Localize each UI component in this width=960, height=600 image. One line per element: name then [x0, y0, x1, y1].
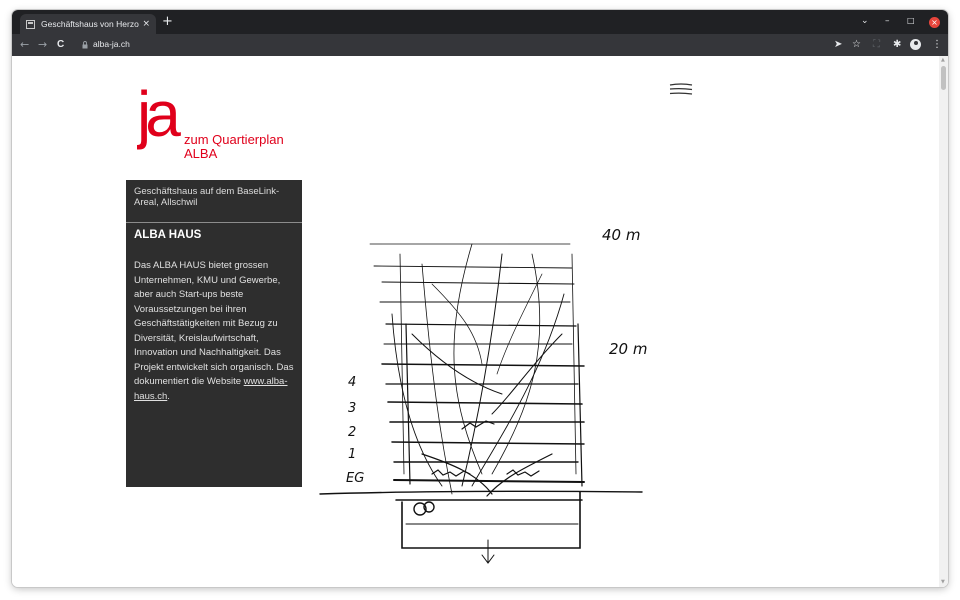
sketch-label-20m: 20 m [609, 340, 648, 358]
maximize-button[interactable]: □ [907, 16, 915, 25]
page-scrollbar[interactable] [939, 56, 948, 587]
extensions-puzzle-icon[interactable]: ✱ [893, 39, 902, 50]
screenshot-icon[interactable]: ⛶ [873, 39, 880, 50]
panel-body-suffix: . [167, 390, 170, 402]
browser-tab[interactable] [20, 14, 156, 34]
scroll-thumb[interactable] [941, 66, 946, 90]
panel-body-text: Das ALBA HAUS bietet grossen Unternehmen, KMU und Gewerbe, aber auch Start-ups beste Voraussetzungen bei ihren Geschäftstätigkeiten mit Bezug zu Diversität, Kreislaufwirtschaft, Innovation und Nachhaltigkeit. Das Projekt entwickelt sich organisch. Das dokumentiert die Website [134, 260, 294, 387]
sketch-label-40m: 40 m [602, 226, 641, 244]
url-field[interactable]: alba-ja.ch [93, 39, 130, 49]
sketch-label-floor-4: 4 [348, 375, 357, 390]
building-sketch [302, 224, 662, 569]
page-viewport [12, 56, 948, 587]
sketch-label-floor-1: 1 [348, 447, 357, 462]
favicon-icon [26, 20, 35, 29]
panel-divider [126, 222, 302, 223]
panel-subtitle: Geschäftshaus auf dem BaseLink-Areal, Allschwil [134, 186, 280, 208]
tab-search-icon[interactable]: ⌄ [861, 16, 869, 26]
forward-button[interactable]: → [38, 38, 48, 51]
logo-mark-text: ja [137, 78, 175, 150]
reload-button[interactable]: C [57, 39, 65, 50]
panel-title: ALBA HAUS [134, 229, 202, 241]
tab-strip [12, 10, 948, 34]
profile-avatar-icon[interactable] [910, 39, 921, 50]
back-button[interactable]: ← [20, 38, 30, 51]
address-toolbar [12, 34, 948, 56]
bookmark-star-icon[interactable]: ☆ [852, 39, 861, 50]
website-link[interactable]: www.alba-haus.ch [134, 376, 288, 402]
sketch-label-floor-2: 2 [348, 425, 357, 440]
send-icon[interactable]: ➤ [834, 39, 843, 50]
hamburger-menu-icon[interactable] [669, 82, 693, 96]
sketch-label-floor-3: 3 [348, 401, 357, 416]
logo-name: ALBA [184, 146, 218, 161]
sketch-label-ground-floor: EG [346, 471, 365, 486]
info-panel [126, 180, 302, 487]
scroll-down-arrow-icon[interactable]: ▼ [941, 579, 945, 585]
logo-tagline: zum Quartierplan [184, 132, 284, 147]
tab-close-icon[interactable]: × [142, 18, 150, 29]
panel-body [134, 259, 294, 404]
browser-window [12, 10, 948, 587]
close-window-button[interactable]: × [929, 17, 940, 28]
lock-icon[interactable] [82, 41, 88, 49]
minimize-button[interactable]: – [885, 16, 890, 26]
logo-mark [137, 78, 183, 160]
browser-menu-icon[interactable]: ⋮ [932, 39, 942, 50]
scroll-up-arrow-icon[interactable]: ▲ [941, 57, 945, 63]
new-tab-button[interactable]: + [162, 14, 173, 29]
tab-title: Geschäftshaus von Herzo [41, 19, 139, 29]
site-logo[interactable] [137, 78, 307, 168]
